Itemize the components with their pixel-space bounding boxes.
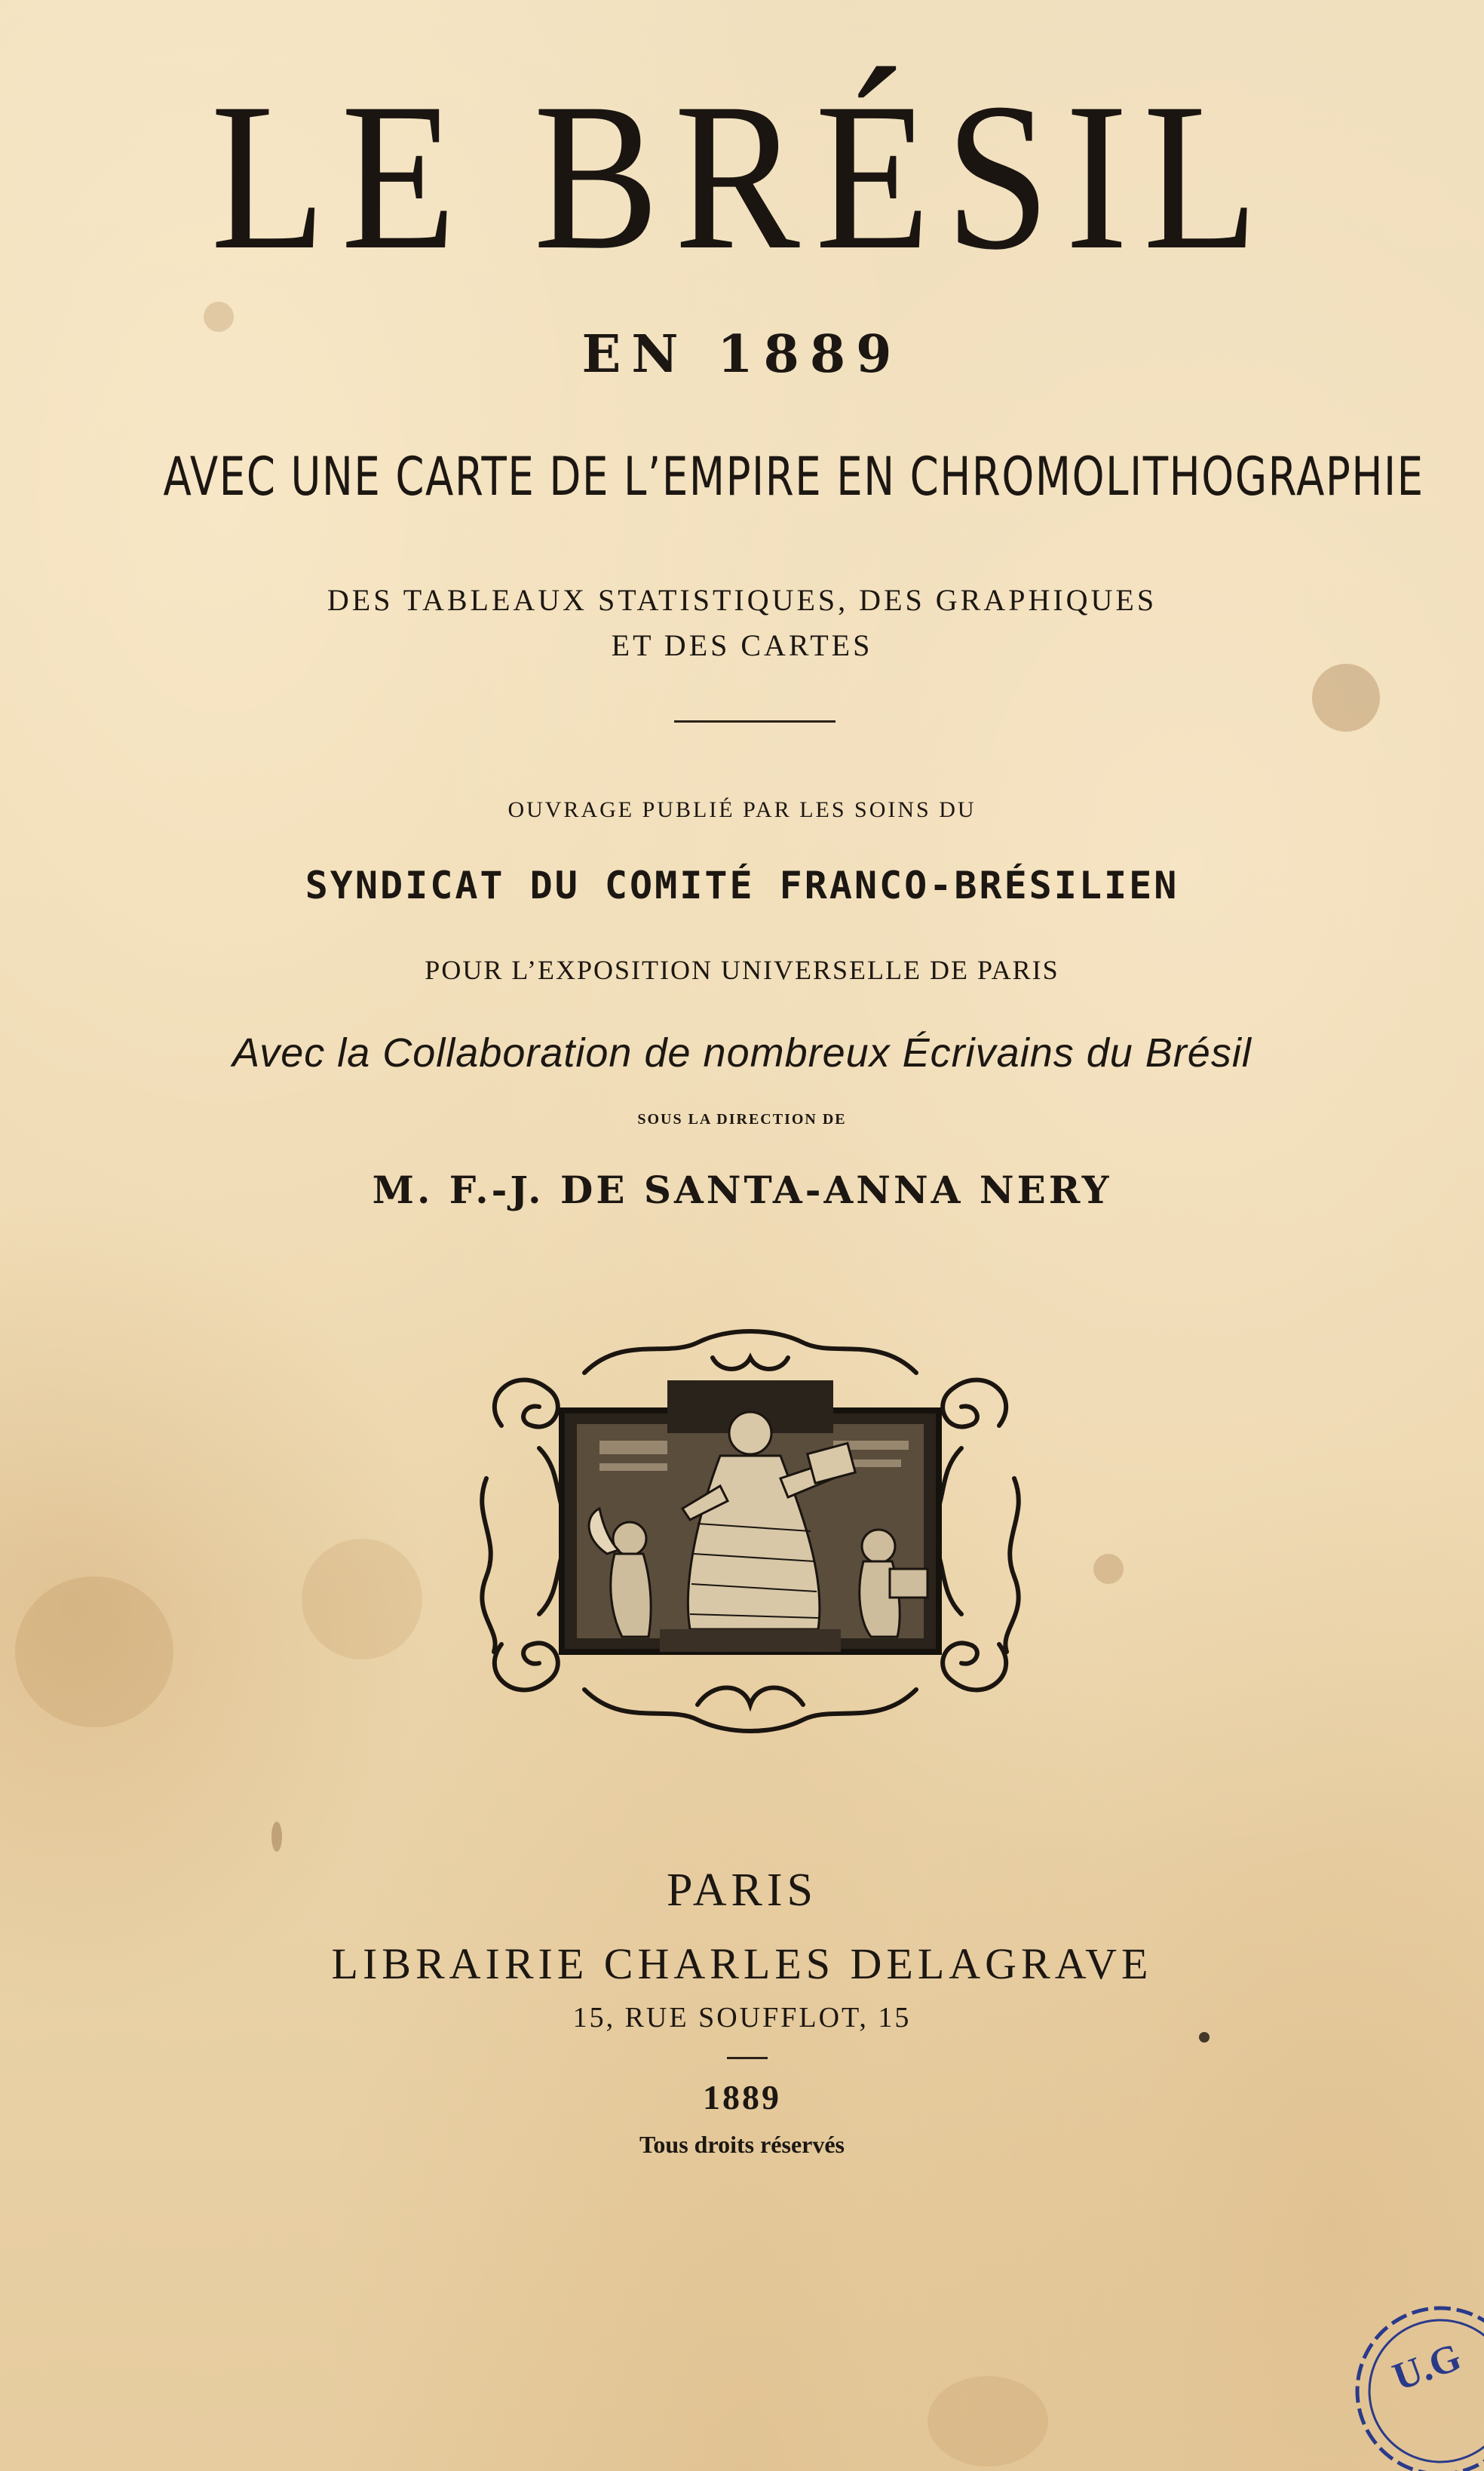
title-subtitle: AVEC UNE CARTE DE L’EMPIRE EN CHROMOLITHOGRAPHIE — [163, 446, 1424, 508]
foxing-spot — [1312, 664, 1380, 732]
divider-rule — [674, 720, 836, 723]
direction-line: SOUS LA DIRECTION DE — [637, 1111, 847, 1128]
collaboration-line: Avec la Collaboration de nombreux Écrivains du Brésil — [232, 1030, 1252, 1076]
contents-line-1: DES TABLEAUX STATISTIQUES, DES GRAPHIQUES — [327, 583, 1157, 617]
exposition-line: POUR L’EXPOSITION UNIVERSELLE DE PARIS — [425, 955, 1059, 985]
imprint-city: PARIS — [666, 1865, 818, 1916]
publication-year: 1889 — [703, 2078, 781, 2116]
foxing-spot — [302, 1539, 422, 1659]
author-name: M. F.-J. DE SANTA-ANNA NERY — [372, 1168, 1112, 1212]
publisher-address: 15, RUE SOUFFLOT, 15 — [572, 2002, 912, 2034]
foxing-spot — [1093, 1554, 1124, 1584]
foxing-spot — [15, 1576, 173, 1727]
rights-notice: Tous droits réservés — [639, 2131, 845, 2158]
foxing-spot — [271, 1822, 282, 1852]
svg-text:U.G: U.G — [1387, 2335, 1467, 2399]
title-year: EN 1889 — [581, 324, 903, 385]
book-title: LE BRÉSIL — [210, 60, 1274, 294]
syndicate-name: SYNDICAT DU COMITÉ FRANCO-BRÉSILIEN — [305, 864, 1179, 907]
contents-line-2: ET DES CARTES — [611, 628, 873, 662]
library-stamp — [1335, 2293, 1484, 2471]
short-divider-rule — [727, 2057, 768, 2059]
publisher-name: LIBRAIRIE CHARLES DELAGRAVE — [331, 1939, 1153, 1988]
engraved-vignette — [471, 1328, 1029, 1735]
foxing-spot — [928, 2376, 1048, 2466]
published-by: OUVRAGE PUBLIÉ PAR LES SOINS DU — [507, 797, 977, 822]
